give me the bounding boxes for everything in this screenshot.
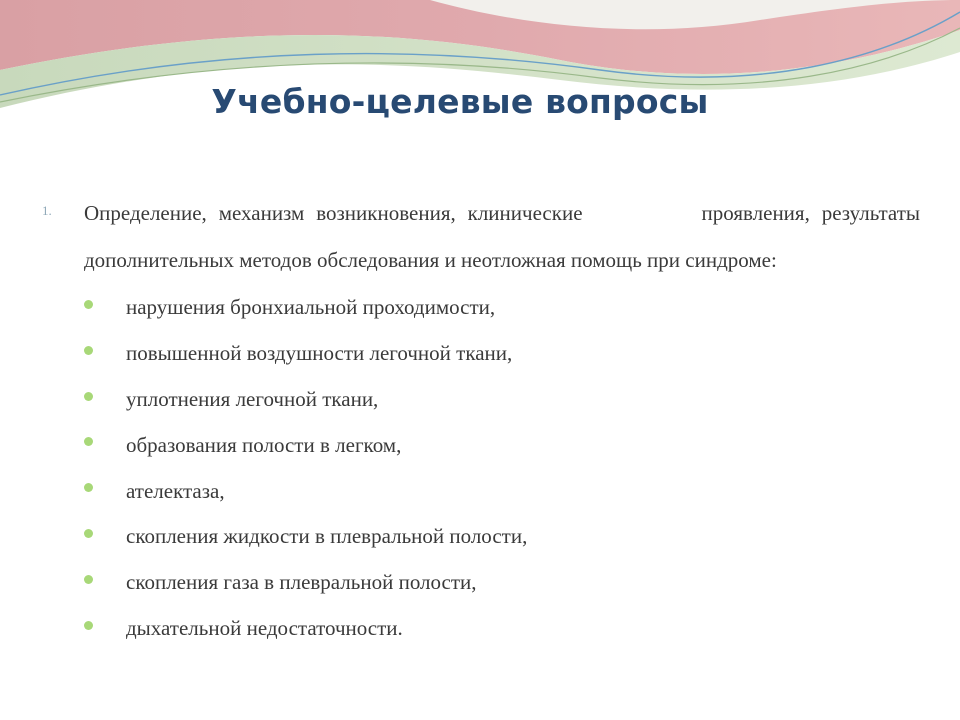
bullet-item — [42, 377, 920, 423]
bullet-item — [42, 468, 920, 514]
bullet-text: скопления газа в плевральной полости, — [126, 570, 477, 595]
round-bullet-icon — [84, 346, 93, 355]
bullet-text: повышенной воздушности легочной ткани, — [126, 341, 513, 366]
bullet-item — [42, 422, 920, 468]
bullet-item — [42, 560, 920, 606]
bullet-item — [42, 331, 920, 377]
list-number: 1. — [42, 203, 52, 218]
bullet-item — [42, 285, 920, 331]
slide-title: Учебно-целевые вопросы — [211, 82, 709, 121]
numbered-list-item — [42, 190, 920, 284]
bullet-text: ателектаза, — [126, 478, 225, 503]
bullet-text: дыхательной недостаточности. — [126, 615, 403, 640]
round-bullet-icon — [84, 483, 93, 492]
round-bullet-icon — [84, 575, 93, 584]
bullet-text: образования полости в легком, — [126, 432, 402, 457]
bullet-text: нарушения бронхиальной проходимости, — [126, 295, 496, 320]
round-bullet-icon — [84, 621, 93, 630]
round-bullet-icon — [84, 300, 93, 309]
slide-content — [42, 190, 920, 651]
bullet-item — [42, 606, 920, 652]
round-bullet-icon — [84, 392, 93, 401]
bullet-list — [42, 285, 920, 651]
bullet-item — [42, 514, 920, 560]
list-item-text: Определение, механизм возникновения, клинические проявления, результаты дополнительных методов обследования и неотложная помощь при синдроме: — [84, 201, 920, 272]
bullet-text: уплотнения легочной ткани, — [126, 386, 379, 411]
round-bullet-icon — [84, 437, 93, 446]
round-bullet-icon — [84, 529, 93, 538]
bullet-text: скопления жидкости в плевральной полости, — [126, 524, 528, 549]
